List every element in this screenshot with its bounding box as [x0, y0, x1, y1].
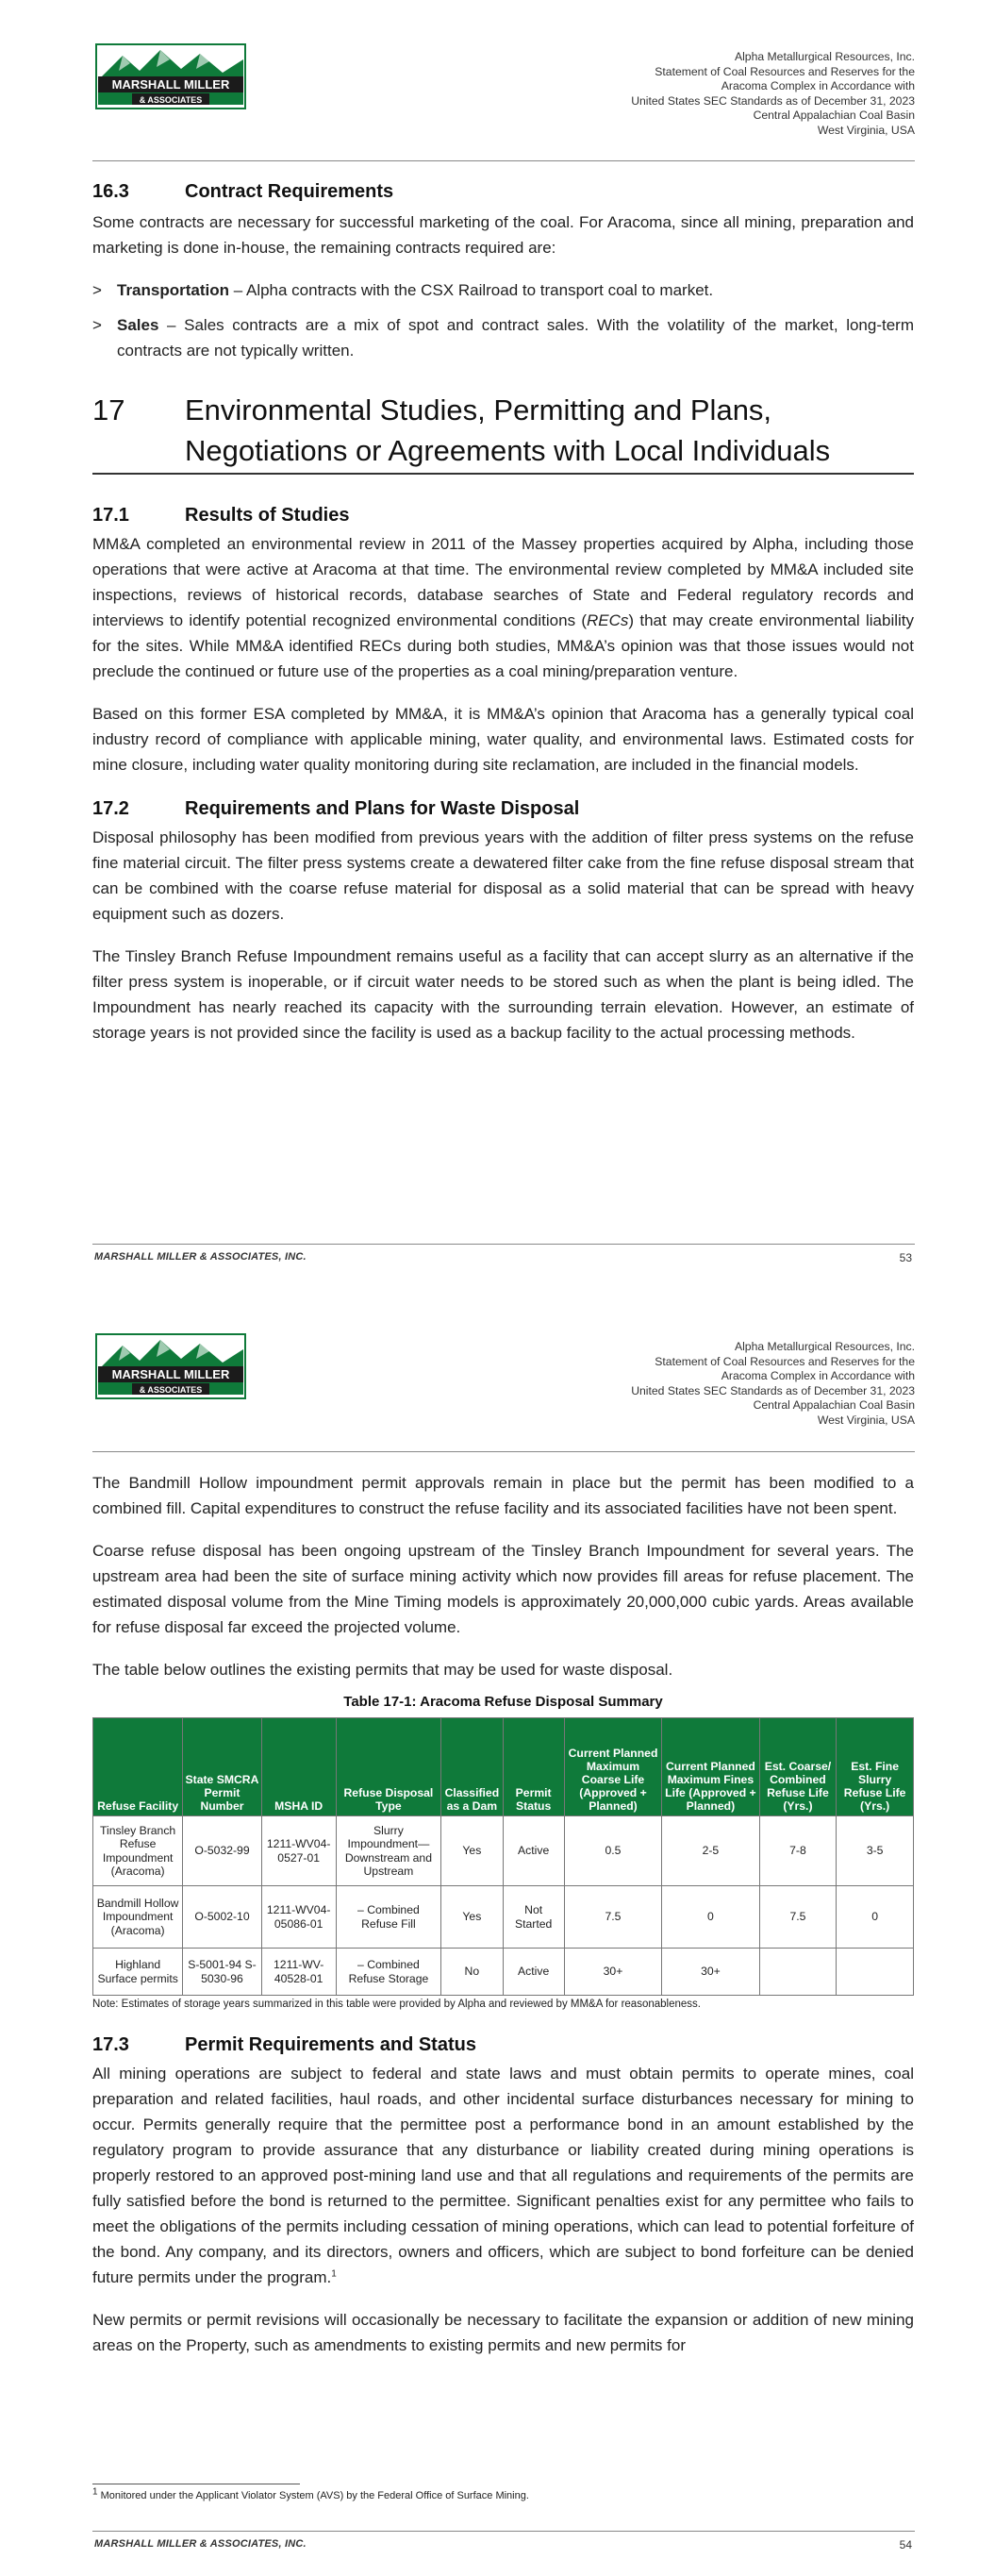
page-body: [92, 177, 914, 1062]
column-header: Permit Status: [503, 1718, 564, 1816]
report-header: [519, 50, 915, 139]
header-line: United States SEC Standards as of December 31, 2023: [631, 1383, 915, 1397]
paragraph: New permits or permit revisions will occasionally be necessary to facilitate the expansion or addition of new mining areas on the Property, such as amendments to existing permits and new permits for: [92, 2311, 914, 2354]
footer-rule: [92, 2531, 915, 2532]
paragraph: The Bandmill Hollow impoundment permit approvals remain in place but the permit has been modified to a combined fill. Capital expenditures to construct the refuse facility and its associated facilities have not been spent.: [92, 1474, 914, 1517]
table-caption: Table 17-1: Aracoma Refuse Disposal Summary: [343, 1694, 663, 1710]
header-rule: [92, 160, 915, 161]
section-16-3-heading: 16.3 Contract Requirements: [92, 181, 394, 202]
table-cell: 7.5: [564, 1886, 661, 1949]
marshall-miller-logo: [94, 42, 247, 110]
table-cell: 1211-WV04-05086-01: [261, 1886, 336, 1949]
column-header: Classified as a Dam: [441, 1718, 503, 1816]
paragraph: Disposal philosophy has been modified from previous years with the addition of filter press systems on the refuse fine material circuit. The filter press systems create a dewatered filter cake from the fine refuse disposal stream that can be combined with the coarse refuse material for disposal as a solid material that can be spread with heavy equipment such as dozers.: [92, 828, 914, 923]
table-cell: Bandmill Hollow Impoundment (Aracoma): [93, 1886, 183, 1949]
table-cell: – Combined Refuse Fill: [336, 1886, 441, 1949]
column-header: MSHA ID: [261, 1718, 336, 1816]
column-header: State SMCRA Permit Number: [183, 1718, 261, 1816]
column-header: Est. Fine Slurry Refuse Life (Yrs.): [837, 1718, 914, 1816]
page-number: 53: [899, 1251, 912, 1264]
table-row: [93, 1816, 914, 1886]
table-cell: 0: [837, 1886, 914, 1949]
table-header-row: [93, 1718, 914, 1816]
table-cell: O-5032-99: [183, 1816, 261, 1886]
header-line: West Virginia, USA: [817, 1413, 915, 1427]
table-cell: Not Started: [503, 1886, 564, 1949]
table-cell: 3-5: [837, 1816, 914, 1886]
section-17-3-heading: 17.3 Permit Requirements and Status: [92, 2034, 476, 2055]
table-cell: – Combined Refuse Storage: [336, 1949, 441, 1996]
column-header: Refuse Facility: [93, 1718, 183, 1816]
table-cell: 7-8: [759, 1816, 837, 1886]
header-line: Statement of Coal Resources and Reserves for the: [655, 64, 915, 78]
footer-firm: MARSHALL MILLER & ASSOCIATES, INC.: [94, 1251, 307, 1263]
column-header: Est. Coarse/ Combined Refuse Life (Yrs.): [759, 1718, 837, 1816]
marshall-miller-logo: [94, 1332, 247, 1400]
column-header: Current Planned Maximum Fines Life (Approved + Planned): [662, 1718, 759, 1816]
svg-text:MARSHALL MILLER: MARSHALL MILLER: [111, 1367, 230, 1381]
table-cell: Slurry Impoundment—Downstream and Upstream: [336, 1816, 441, 1886]
table-cell: Active: [503, 1949, 564, 1996]
table-cell: Yes: [441, 1886, 503, 1949]
page-54: [0, 1295, 995, 2576]
table-cell: 1211-WV04-0527-01: [261, 1816, 336, 1886]
section-17-1-heading: 17.1 Results of Studies: [92, 505, 350, 526]
paragraph: Based on this former ESA completed by MM&A, it is MM&A’s opinion that Aracoma has a generally typical coal industry record of compliance with applicable mining, water quality, and environmental laws. Estimated costs for mine closure, including water quality monitoring during site reclamation, are included in the financial models.: [92, 705, 914, 774]
paragraph: The Tinsley Branch Refuse Impoundment remains useful as a facility that can accept slurry as an alternative if the filter press system is inoperable, or if circuit water needs to be stored such as when the plant is being idled. The Impoundment has nearly reached its capacity with the surrounding terrain elevation. However, an estimate of storage years is not provided since the facility is used as a backup facility to the actual processing methods.: [92, 947, 914, 1042]
table-cell: 2-5: [662, 1816, 759, 1886]
footnote: $^1$ Monitored under the Applicant Violator System (AVS) by the Federal Office of Surface Mining.: [92, 2486, 529, 2501]
table-cell: S-5001-94 S-5030-96: [183, 1949, 261, 1996]
table-note: Note: Estimates of storage years summarized in this table were provided by Alpha and reviewed by MM&A for reasonableness.: [92, 1999, 701, 2010]
page-body: [92, 1470, 914, 2375]
paragraph: Some contracts are necessary for successful marketing of the coal. For Aracoma, since all mining, preparation and marketing is done in-house, the remaining contracts required are:: [92, 213, 914, 257]
table-cell: Tinsley Branch Refuse Impoundment (Aracoma): [93, 1816, 183, 1886]
header-line: Aracoma Complex in Accordance with: [721, 79, 915, 93]
svg-text:MARSHALL MILLER: MARSHALL MILLER: [111, 77, 230, 92]
bullet-transportation: > Transportation – Alpha contracts with the CSX Railroad to transport coal to market.: [92, 281, 714, 299]
table-cell: [837, 1949, 914, 1996]
bullet-sales: > Sales – Sales contracts are a mix of spot and contract sales. With the volatility of the market, long-term contracts are not typically written.: [92, 316, 914, 360]
report-header: [519, 1340, 915, 1429]
header-line: Central Appalachian Coal Basin: [753, 1398, 915, 1413]
paragraph: The table below outlines the existing permits that may be used for waste disposal.: [92, 1661, 673, 1679]
section-17-heading: 17 Environmental Studies, Permitting and Plans, Negotiations or Agreements with Local Individuals: [92, 390, 914, 475]
header-line: Central Appalachian Coal Basin: [753, 109, 915, 123]
section-17-2-heading: 17.2 Requirements and Plans for Waste Disposal: [92, 798, 580, 819]
header-company: Alpha Metallurgical Resources, Inc.: [734, 50, 915, 63]
column-header: Refuse Disposal Type: [336, 1718, 441, 1816]
header-line: Statement of Coal Resources and Reserves for the: [655, 1354, 915, 1368]
page-number: 54: [899, 2538, 912, 2551]
footnote-ref: 1: [331, 2268, 337, 2280]
header-line: United States SEC Standards as of December 31, 2023: [631, 93, 915, 108]
table-cell: Yes: [441, 1816, 503, 1886]
table-cell: O-5002-10: [183, 1886, 261, 1949]
paragraph: MM&A completed an environmental review in 2011 of the Massey properties acquired by Alpha, including those operations that were active at Aracoma at that time. The environmental review completed by MM&A included site inspections, reviews of historical records, database searches of State and Federal regulatory records and interviews to identify potential recognized environmental conditions (RECs) that may create environmental liability for the sites. While MM&A identified RECs during both studies, MM&A’s opinion was that those issues would not preclude the continued or future use of the properties as a coal mining/preparation venture.: [92, 535, 914, 680]
table-cell: 1211-WV-40528-01: [261, 1949, 336, 1996]
table-cell: No: [441, 1949, 503, 1996]
header-company: Alpha Metallurgical Resources, Inc.: [734, 1340, 915, 1353]
header-line: West Virginia, USA: [817, 123, 915, 137]
table-cell: Active: [503, 1816, 564, 1886]
header-line: Aracoma Complex in Accordance with: [721, 1369, 915, 1383]
paragraph: All mining operations are subject to federal and state laws and must obtain permits to operate mines, coal preparation and related facilities, haul roads, and other incidental surface disturbances necessary for mining to occur. Permits generally require that the permittee post a performance bond in an amount established by the regulatory program to provide assurance that any disturbance or liability created during mining operations is properly restored to an approved post-mining land use and that all regulations and requirements of the permits are fully satisfied before the bond is returned to the permittee. Significant penalties exist for any permittee who fails to meet the obligations of the permits including cessation of mining operations, which can lead to potential forfeiture of the bond. Any company, and its directors, owners and officers, which are subject to bond forfeiture can be denied future permits under the program.$^1$: [92, 2065, 914, 2286]
footnotes: [92, 2484, 914, 2501]
svg-text:& ASSOCIATES: & ASSOCIATES: [139, 95, 203, 105]
column-header: Current Planned Maximum Coarse Life (Approved + Planned): [564, 1718, 661, 1816]
table-row: [93, 1949, 914, 1996]
header-rule: [92, 1451, 915, 1452]
table-cell: [759, 1949, 837, 1996]
table-cell: 0.5: [564, 1816, 661, 1886]
table-cell: 30+: [662, 1949, 759, 1996]
refuse-disposal-table: [92, 1717, 914, 1996]
footer-firm: MARSHALL MILLER & ASSOCIATES, INC.: [94, 2538, 307, 2550]
table-cell: 7.5: [759, 1886, 837, 1949]
table-row: [93, 1886, 914, 1949]
paragraph: Coarse refuse disposal has been ongoing upstream of the Tinsley Branch Impoundment for several years. The upstream area had been the site of surface mining activity which now provides fill areas for refuse placement. The estimated disposal volume from the Mine Timing models is approximately 20,000,000 cubic yards. Areas available for refuse disposal far exceed the projected volume.: [92, 1542, 914, 1636]
table-cell: 30+: [564, 1949, 661, 1996]
table-cell: 0: [662, 1886, 759, 1949]
table-cell: Highland Surface permits: [93, 1949, 183, 1996]
footer-rule: [92, 1244, 915, 1245]
svg-text:& ASSOCIATES: & ASSOCIATES: [139, 1385, 203, 1395]
